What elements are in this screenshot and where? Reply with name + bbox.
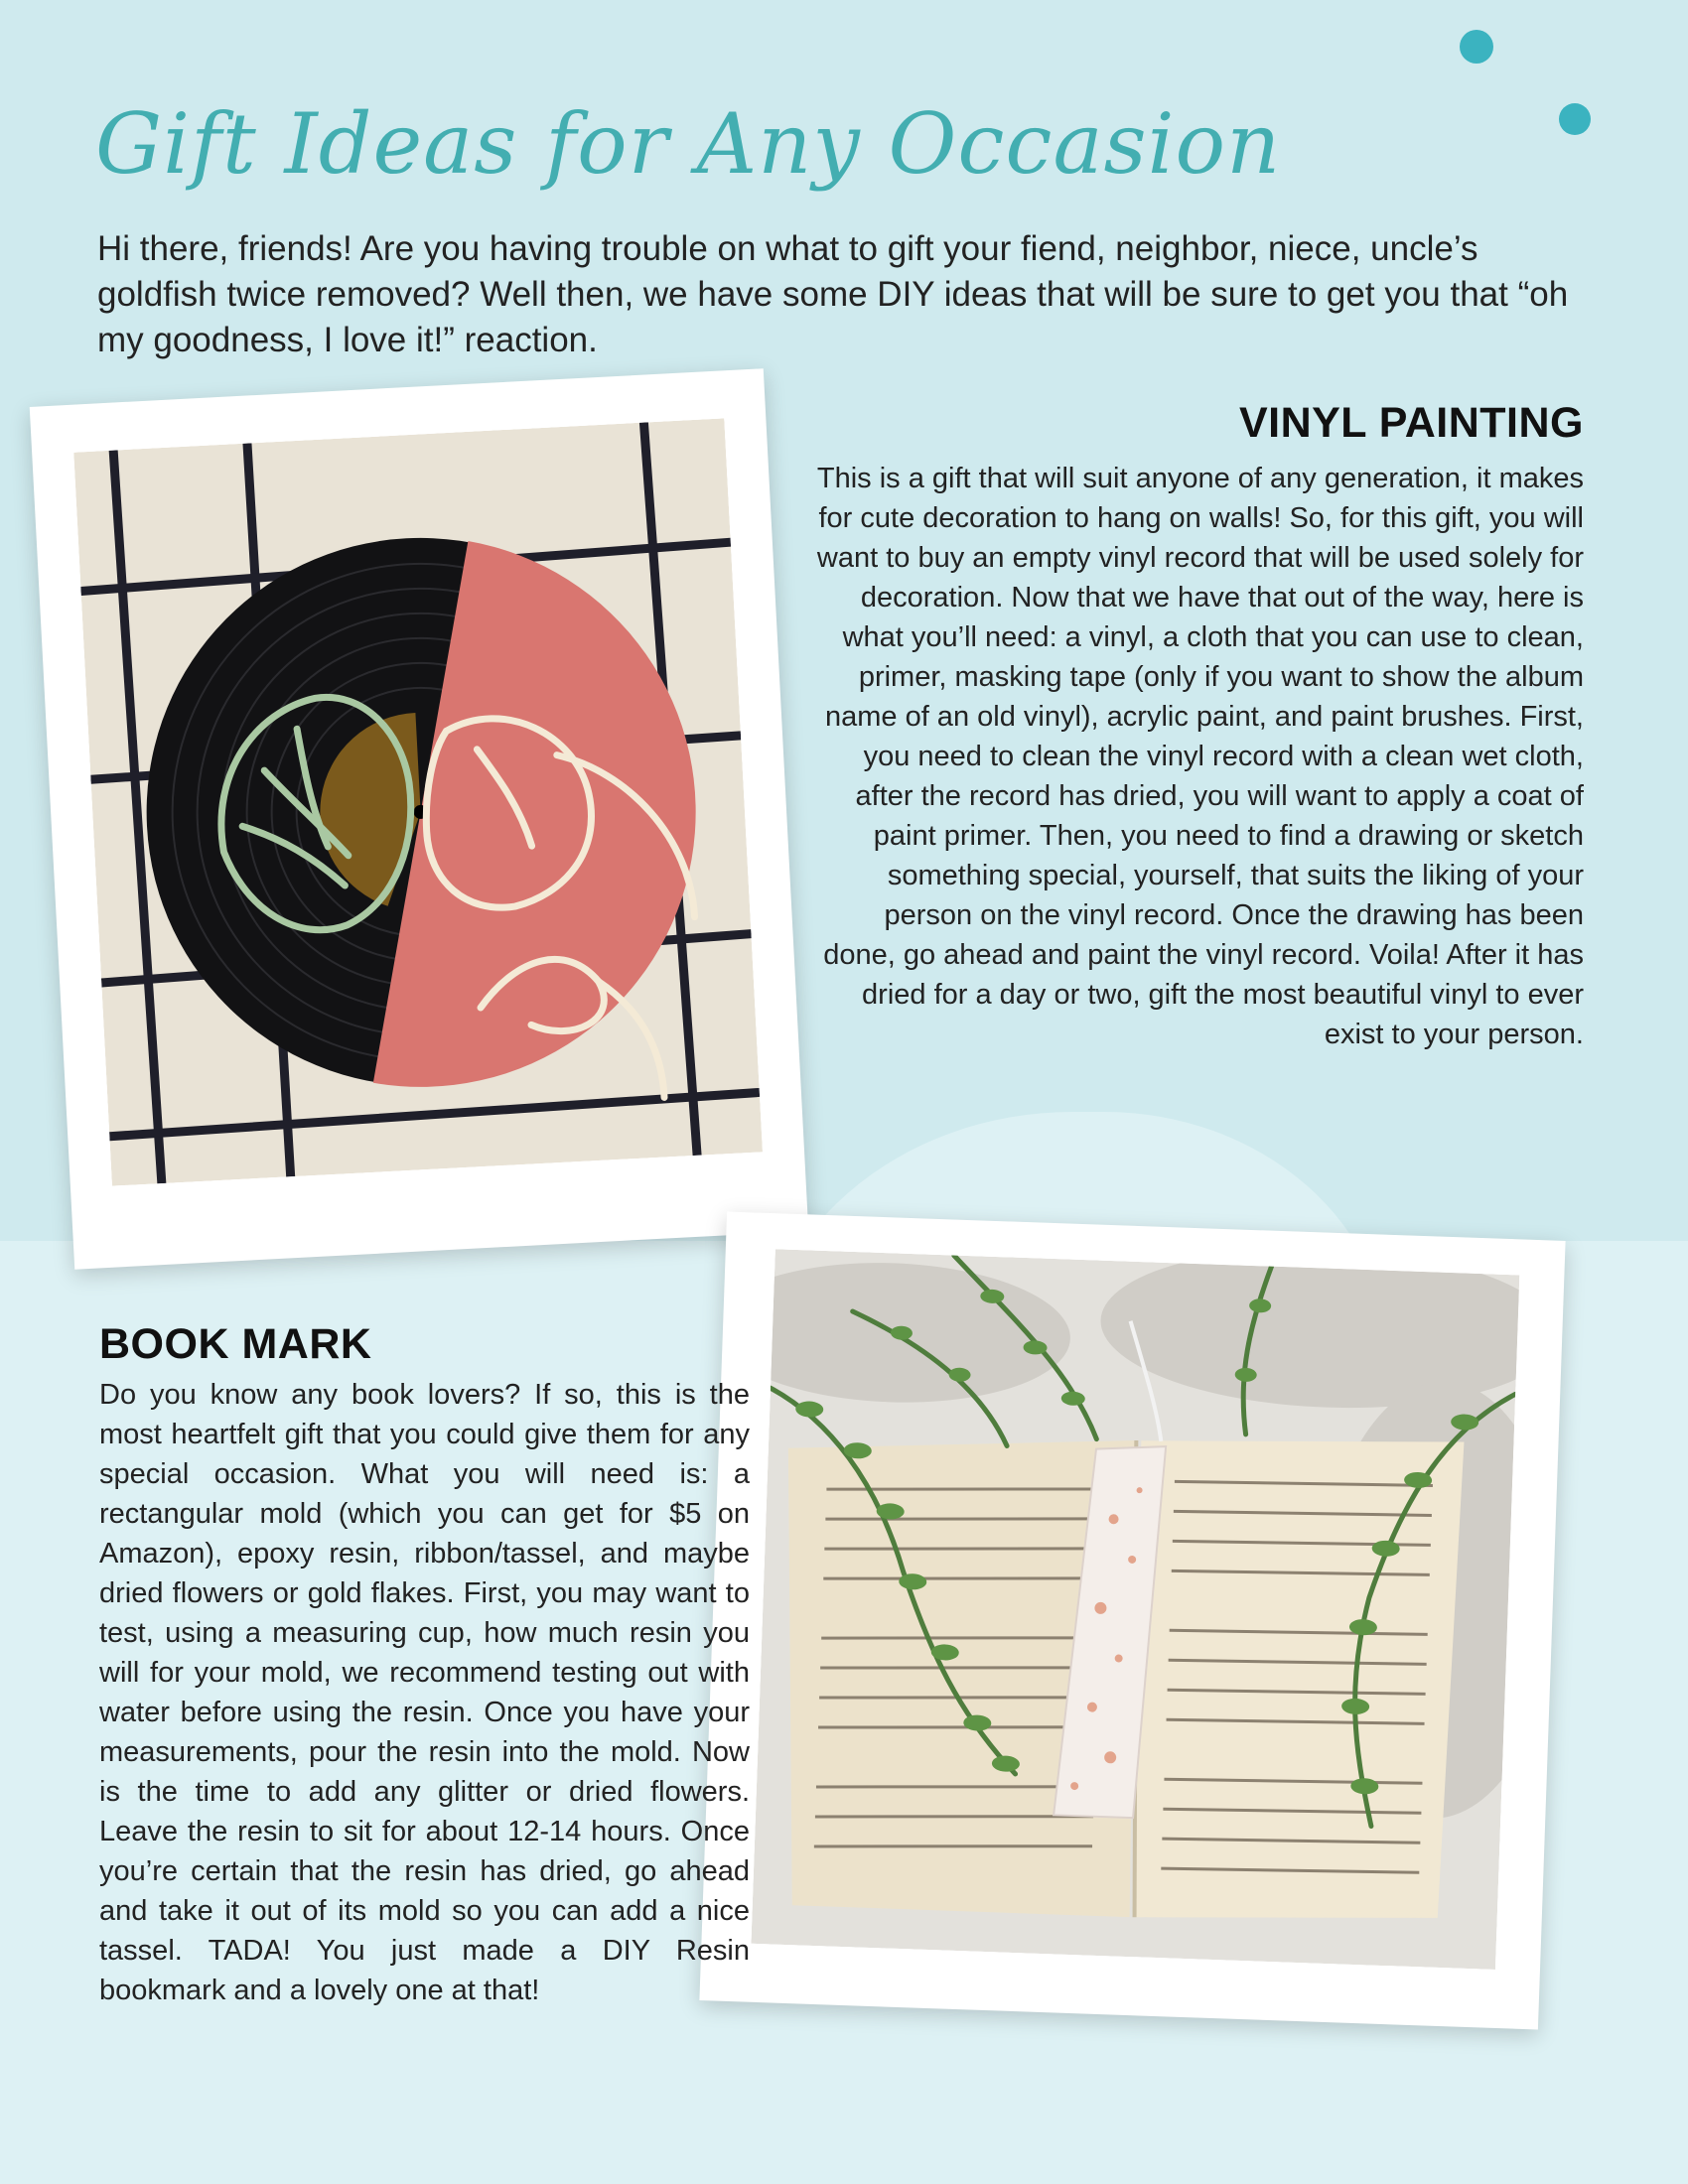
vinyl-photo-illustration — [73, 418, 763, 1185]
painted-vinyl-record-photo — [73, 418, 763, 1185]
decorative-dot — [1559, 103, 1591, 135]
vinyl-painting-body: This is a gift that will suit anyone of any generation, it makes for cute decoration to hang on walls! So, for this gift, you will want to buy an empty vinyl record that will be used solely for decoration. Now that we have that out of the way, here is what you’ll need: a vinyl, a cloth that you can use to clean, primer, masking tape (only if you want to show the album name of an old vinyl), acrylic paint, and paint brushes. First, you need to clean the vinyl record with a clean wet cloth, after the record has dried, you will want to apply a coat of paint primer. Then, you need to find a drawing or sketch something special, yourself, that suits the liking of your person on the vinyl record. Once the drawing has been done, go ahead and paint the vinyl record. Voila! After it has dried for a day or two, gift the most beautiful vinyl to ever exist to your person. — [816, 463, 1584, 1050]
decorative-dot — [1460, 30, 1493, 64]
page-title: Gift Ideas for Any Occasion — [95, 95, 1282, 193]
resin-bookmark-on-open-book-photo — [751, 1249, 1519, 1970]
bookmark-photo-illustration — [751, 1249, 1519, 1970]
vinyl-photo-frame — [30, 368, 809, 1270]
vinyl-painting-heading: VINYL PAINTING — [1238, 399, 1584, 447]
book-mark-body: Do you know any book lovers? If so, this is the most heartfelt gift that you could give them for any special occasion. What you will need is: a rectangular mold (which you can get for $5 on Amazon), epoxy resin, ribbon/tassel, and maybe dried flowers or gold flakes. First, you may want to test, using a measuring cup, how much resin you will for your mold, we recommend testing out with water before using the resin. Once you have your measurements, pour the resin into the mold. Now is the time to add any glitter or dried flowers. Leave the resin to sit for about 12-14 hours. Once you’re certain that the resin has dried, go ahead and take it out of its mold so you can add a nice tassel. TADA! You just made a DIY Resin bookmark and a lovely one at that! — [99, 1379, 750, 2006]
intro-paragraph: Hi there, friends! Are you having trouble on what to gift your fiend, neighbor, niece, uncle’s goldfish twice removed? Well then, we have some DIY ideas that will be sure to get you that “oh my goodness, I love it!” reaction. — [97, 229, 1569, 359]
book-mark-heading: BOOK MARK — [99, 1320, 372, 1368]
bookmark-photo-frame — [699, 1211, 1565, 2029]
